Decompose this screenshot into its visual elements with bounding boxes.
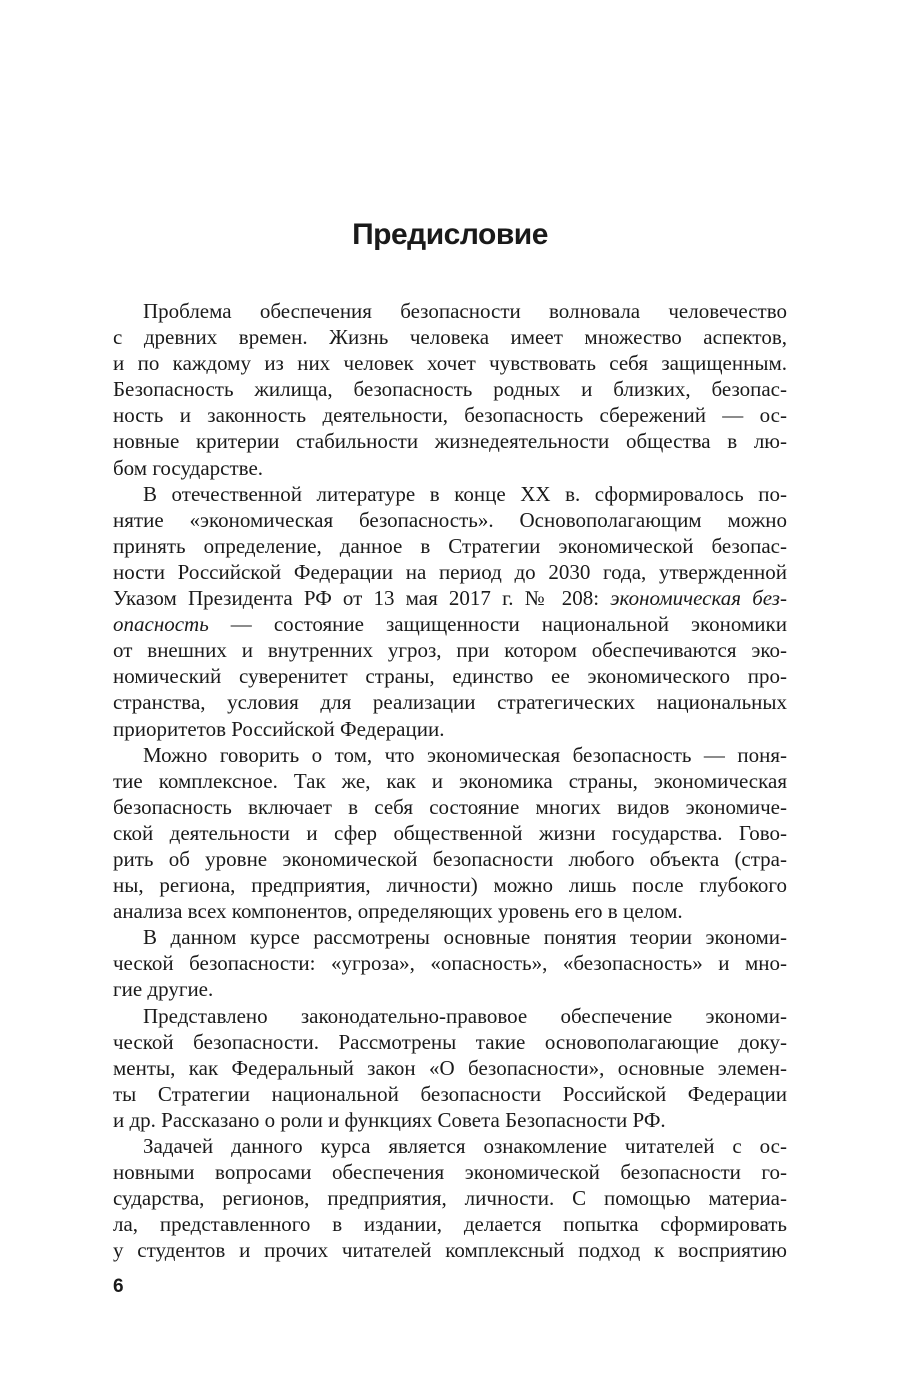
text-line: с древних времен. Жизнь человека имеет множество аспектов, <box>113 325 787 350</box>
text-line <box>113 585 787 611</box>
text-line: новными вопросами обеспечения экономической безопасности го- <box>113 1160 787 1185</box>
text-line: Можно говорить о том, что экономическая безопасность — поня- <box>143 742 787 767</box>
text-line: приоритетов Российской Федерации. <box>113 716 445 741</box>
text-line <box>113 611 787 637</box>
text-line: и по каждому из них человек хочет чувствовать себя защищенным. <box>113 351 787 376</box>
text-line: гие другие. <box>113 977 214 1002</box>
text-line: ны, региона, предприятия, личности) можно лишь после глубокого <box>113 873 787 898</box>
text-line: Представлено законодательно-правовое обеспечение экономи- <box>143 1003 787 1028</box>
preface-body <box>113 298 787 1263</box>
italic-term: экономическая без- <box>610 586 787 611</box>
text-line: безопасность включает в себя состояние многих видов экономиче- <box>113 794 787 819</box>
text-line: номический суверенитет страны, единство ее экономического про- <box>113 664 787 689</box>
text-line: ности Российской Федерации на период до 2030 года, утвержденной <box>113 559 787 584</box>
text-line: Безопасность жилища, безопасность родных и близких, безопас- <box>113 377 787 402</box>
text-line: ла, представленного в издании, делается попытка сформировать <box>113 1212 787 1237</box>
text-line: у студентов и прочих читателей комплексный подход к восприятию <box>113 1238 787 1263</box>
text-line: странства, условия для реализации стратегических национальных <box>113 690 787 715</box>
page-number: 6 <box>113 1276 124 1297</box>
text-line: новные критерии стабильности жизнедеятельности общества в лю- <box>113 429 787 454</box>
text-line: ской деятельности и сфер общественной жизни государства. Гово- <box>113 820 787 845</box>
text-line: анализа всех компонентов, определяющих уровень его в целом. <box>113 899 683 924</box>
text-line: Задачей данного курса является ознакомление читателей с ос- <box>143 1134 787 1158</box>
text-line: бом государстве. <box>113 455 264 480</box>
text-line: ческой безопасности. Рассмотрены такие основополагающие доку- <box>113 1029 787 1054</box>
text-line: менты, как Федеральный закон «О безопасности», основные элемен- <box>113 1055 787 1080</box>
text-line: В отечественной литературе в конце XX в. сформировалось по- <box>143 481 787 506</box>
text-line: от внешних и внутренних угроз, при котором обеспечиваются эко- <box>113 638 787 663</box>
text-line: ческой безопасности: «угроза», «опасность», «безопасность» и мно- <box>113 951 787 976</box>
text-line: тие комплексное. Так же, как и экономика страны, экономическая <box>113 768 787 793</box>
text-fragment: — состояние защищенности национальной экономики <box>208 612 787 637</box>
text-line: и др. Рассказано о роли и функциях Совета Безопасности РФ. <box>113 1107 666 1132</box>
text-line: принять определение, данное в Стратегии экономической безопас- <box>113 533 787 558</box>
text-line: Проблема обеспечения безопасности волновала человечество <box>143 299 787 323</box>
text-line: ты Стратегии национальной безопасности Российской Федерации <box>113 1081 787 1106</box>
text-line: рить об уровне экономической безопасности любого объекта (стра- <box>113 846 787 871</box>
text-line: В данном курсе рассмотрены основные понятия теории экономи- <box>143 925 787 950</box>
page-title: Предисловие <box>352 218 548 251</box>
text-line: нятие «экономическая безопасность». Основополагающим можно <box>113 507 787 532</box>
text-line: сударства, регионов, предприятия, личности. С помощью материа- <box>113 1186 787 1211</box>
text-line: ность и законность деятельности, безопасность сбережений — ос- <box>113 403 787 428</box>
text-fragment: Указом Президента РФ от 13 мая 2017 г. № 208: <box>113 586 611 611</box>
italic-term: опасность <box>113 612 209 637</box>
